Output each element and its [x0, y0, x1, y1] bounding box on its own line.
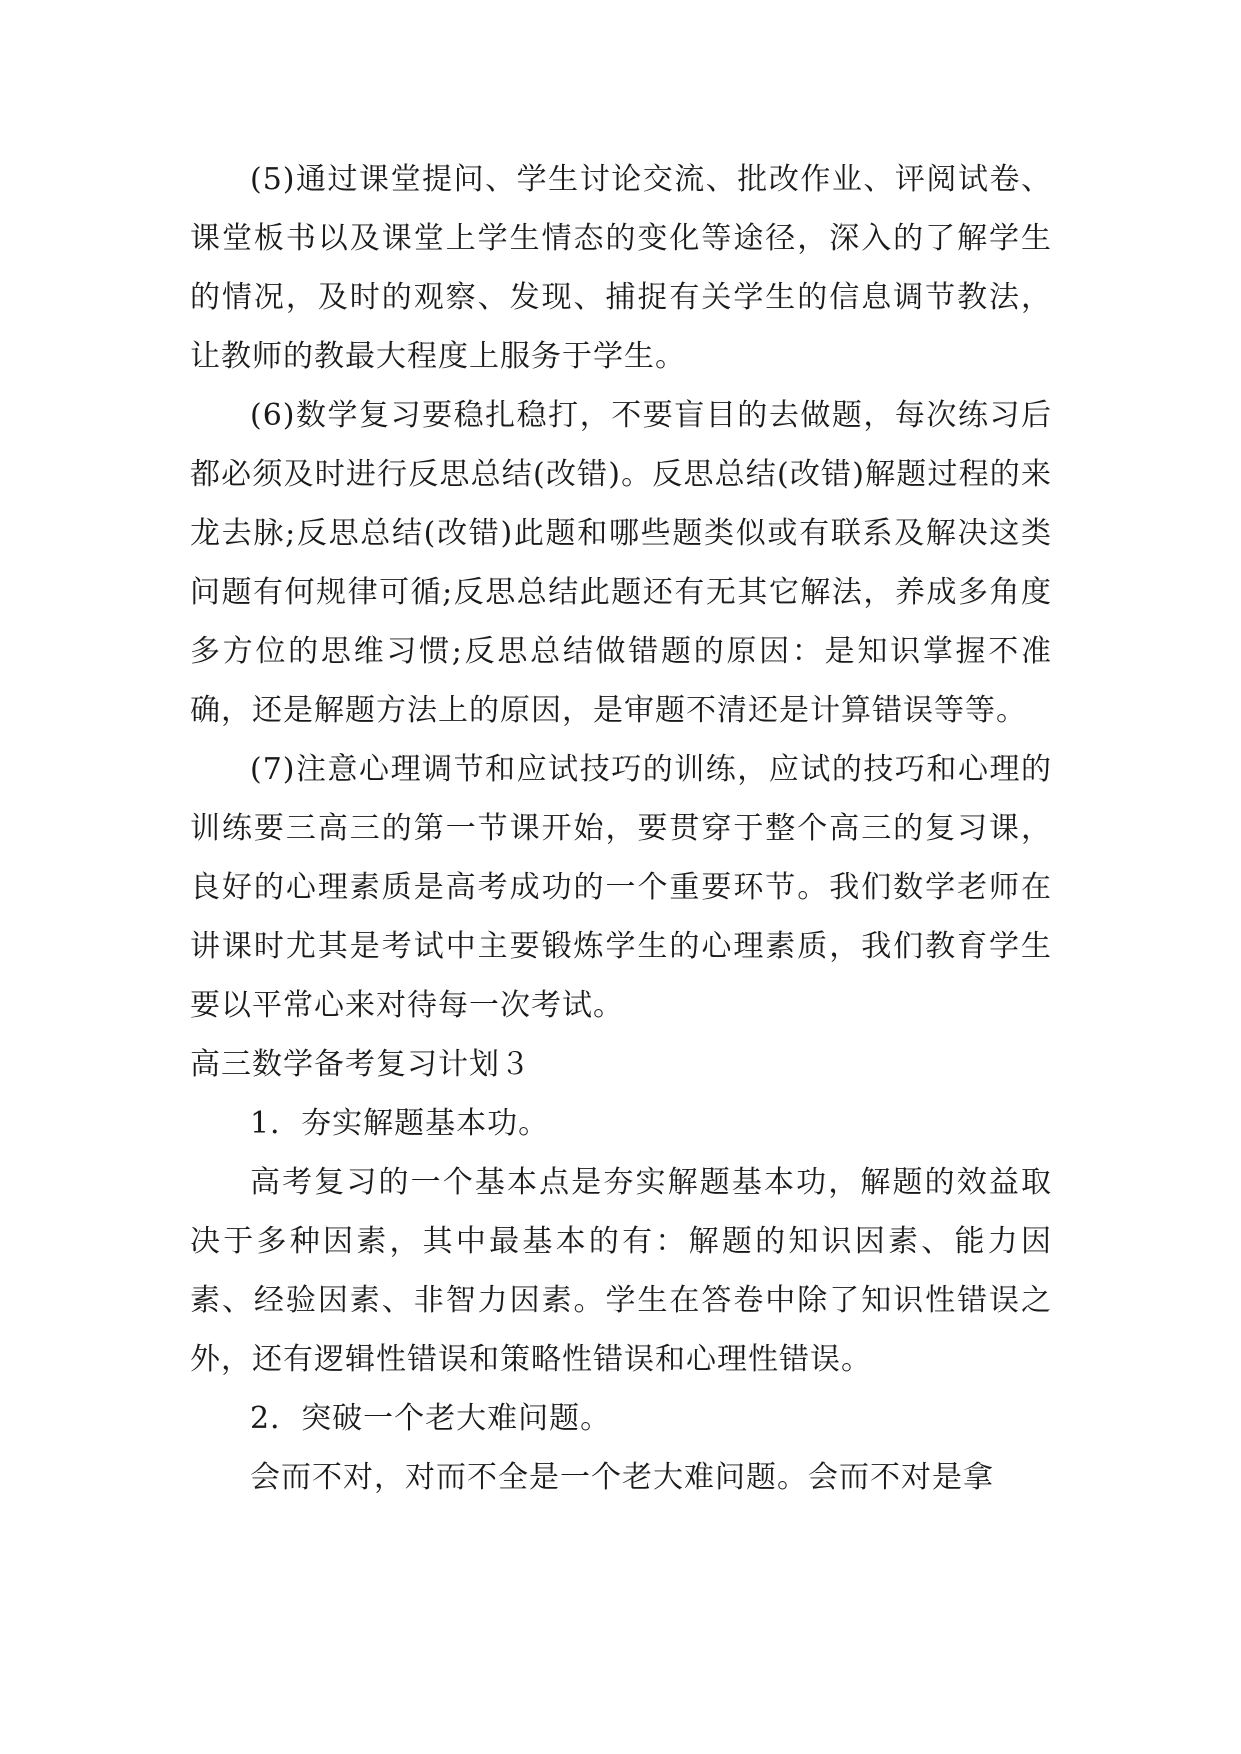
section-title: 高三数学备考复习计划３ — [190, 1047, 531, 1082]
paragraph-item-7: (7)注意心理调节和应试技巧的训练，应试的技巧和心理的训练要三高三的第一节课开始，要贯穿于整个高三的复习课，良好的心理素质是高考成功的一个重要环节。我们数学老师在讲课时尤其是考试中主要锻炼学生的心理素质，我们教育学生要以平常心来对待每一次考试。 — [190, 752, 1052, 1023]
paragraph-body-2: 会而不对，对而不全是一个老大难问题。会而不对是拿 — [250, 1460, 994, 1495]
paragraph-item-6: (6)数学复习要稳扎稳打，不要盲目的去做题，每次练习后都必须及时进行反思总结(改错)。反思总结(改错)解题过程的来龙去脉;反思总结(改错)此题和哪些题类似或有联系及解决这类问题有何规律可循;反思总结此题还有无其它解法，养成多角度多方位的思维习惯;反思总结做错题的原因：是知识掌握不准确，还是解题方法上的原因，是审题不清还是计算错误等等。 — [190, 398, 1052, 728]
document-page — [190, 150, 1052, 1507]
subheading-2: 2．突破一个老大难问题。 — [250, 1401, 612, 1436]
paragraph-item-5: (5)通过课堂提问、学生讨论交流、批改作业、评阅试卷、课堂板书以及课堂上学生情态的变化等途径，深入的了解学生的情况，及时的观察、发现、捕捉有关学生的信息调节教法，让教师的教最大程度上服务于学生。 — [190, 162, 1052, 374]
subheading-1: 1．夯实解题基本功。 — [250, 1106, 550, 1141]
paragraph-body-1: 高考复习的一个基本点是夯实解题基本功，解题的效益取决于多种因素，其中最基本的有：解题的知识因素、能力因素、经验因素、非智力因素。学生在答卷中除了知识性错误之外，还有逻辑性错误和策略性错误和心理性错误。 — [190, 1165, 1052, 1377]
